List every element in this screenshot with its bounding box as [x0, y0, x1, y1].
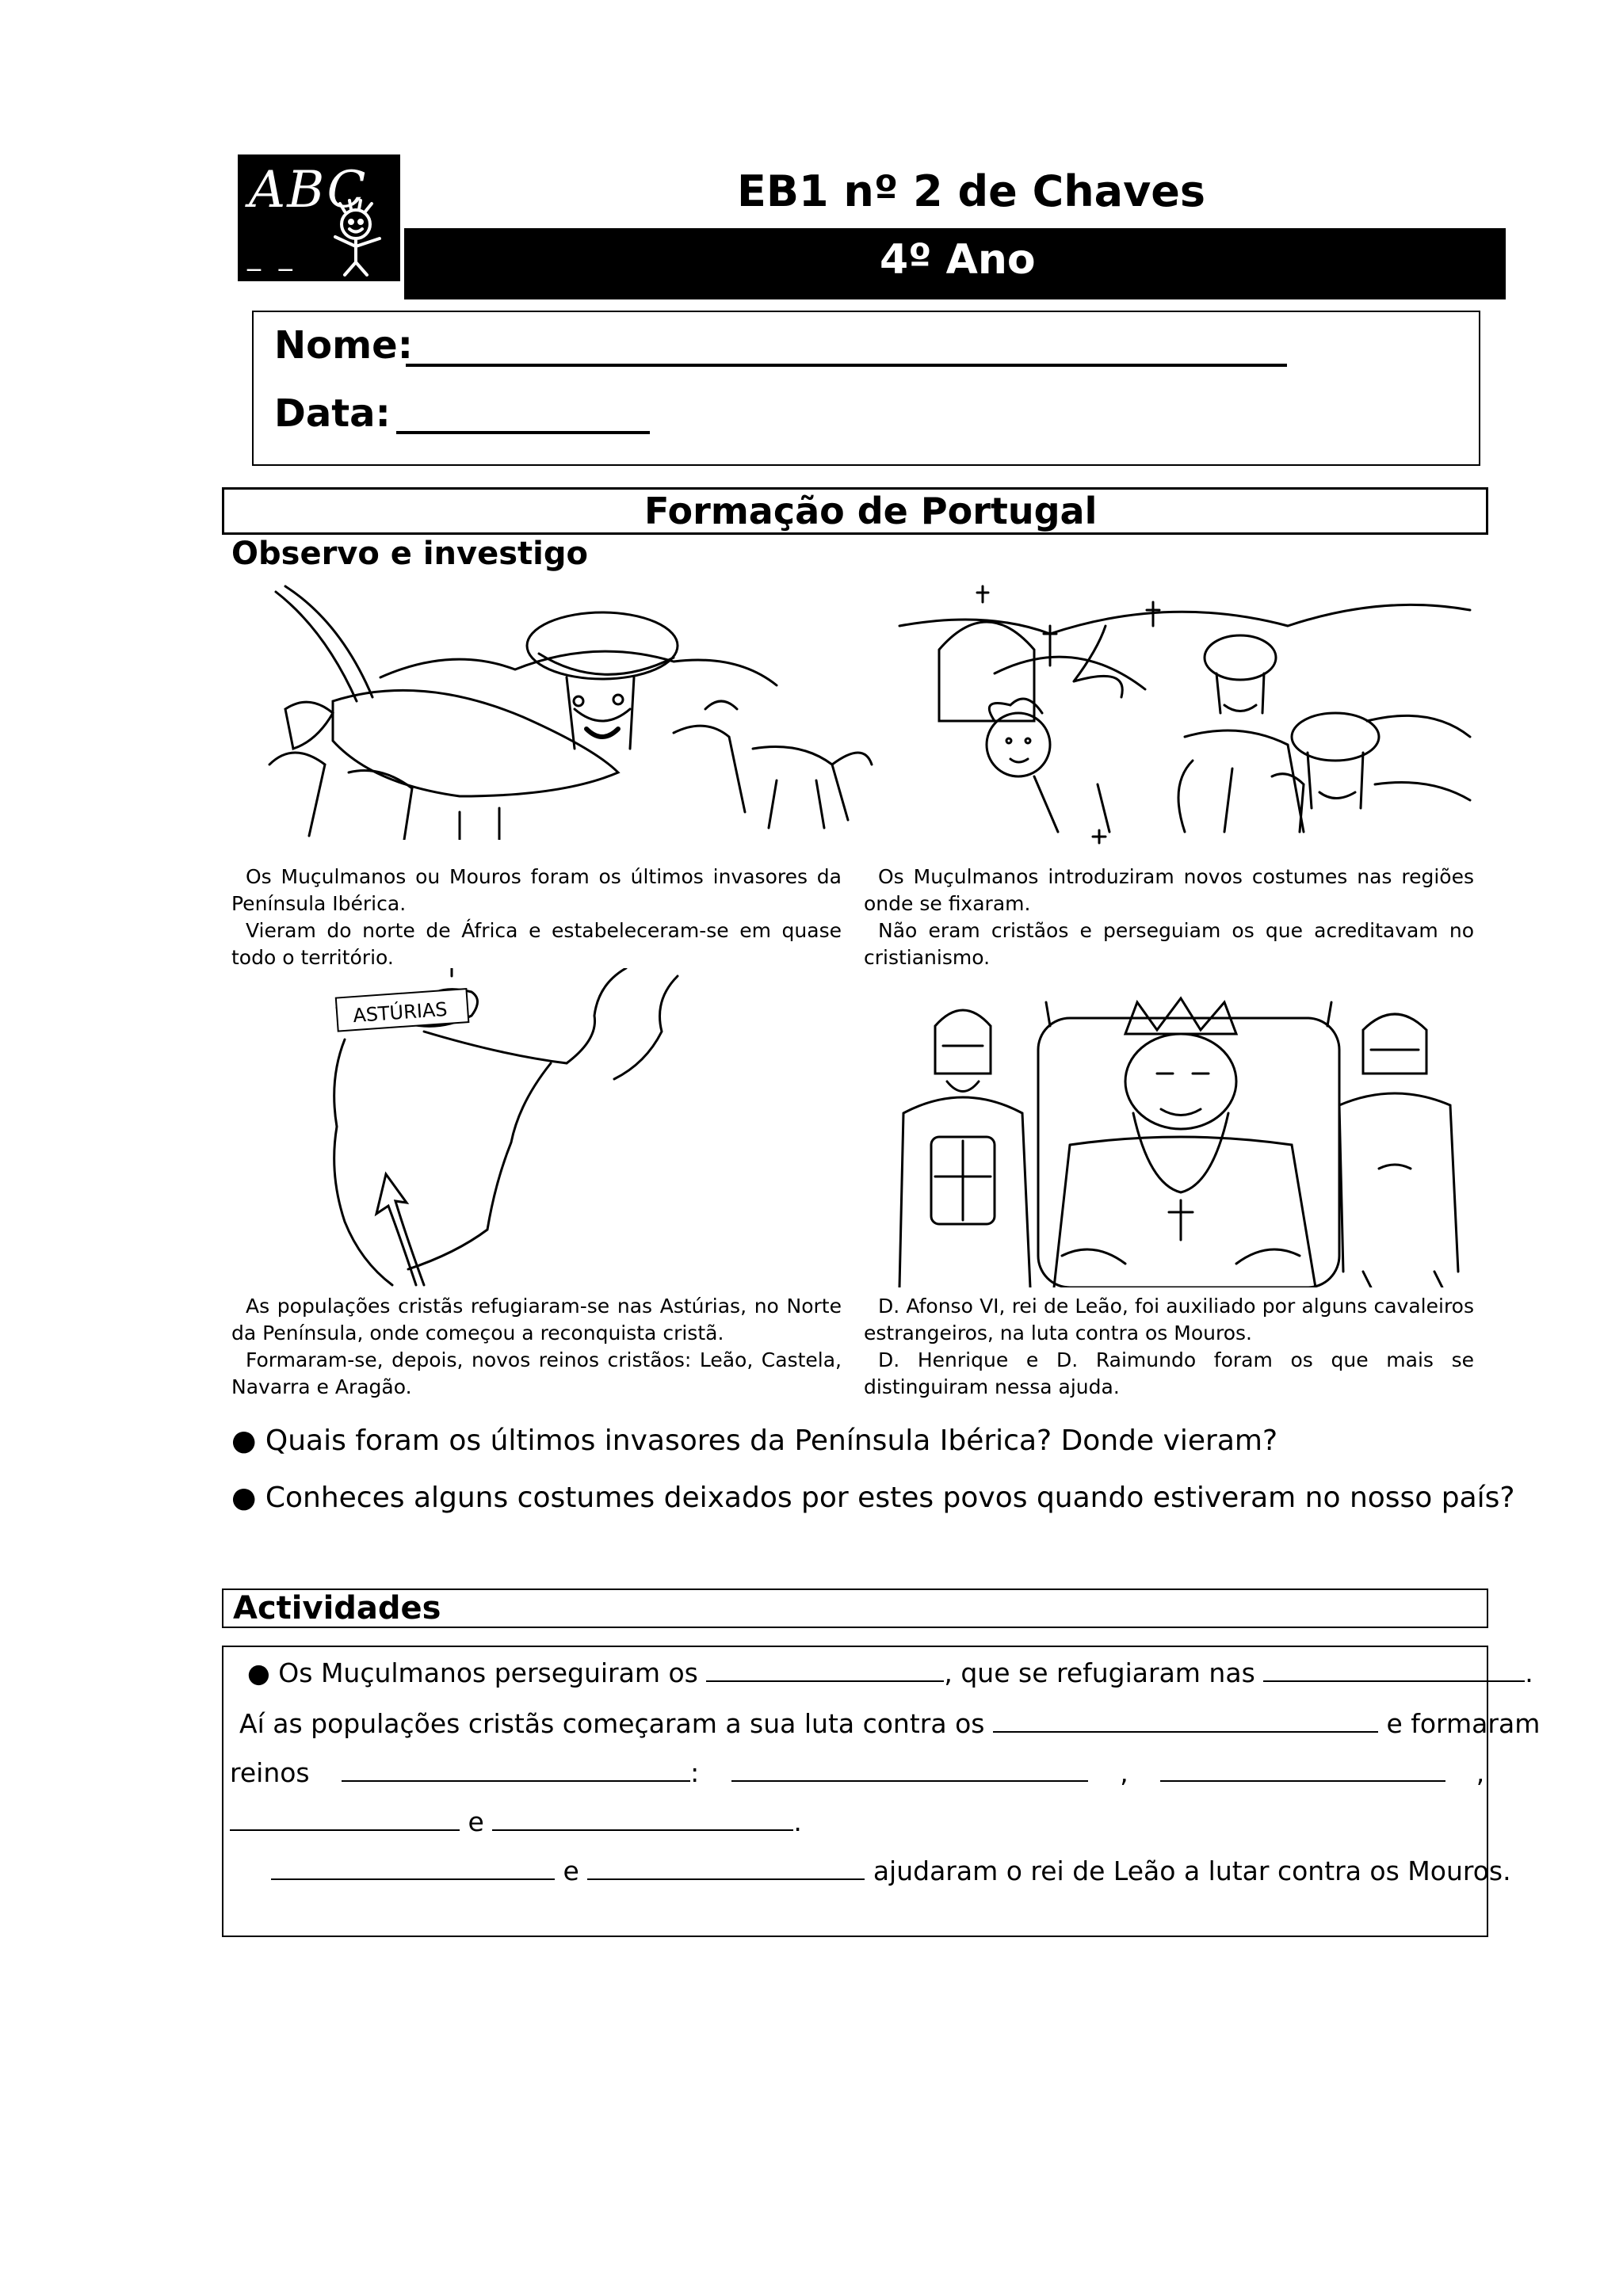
school-logo — [238, 154, 400, 281]
fill-line-2 — [239, 1707, 1540, 1739]
blank-field[interactable] — [1263, 1657, 1525, 1682]
date-field[interactable] — [396, 431, 650, 434]
fill-line-1 — [247, 1657, 1533, 1688]
blank-field[interactable] — [706, 1657, 944, 1682]
fill-line-5 — [271, 1855, 1511, 1886]
fill-text: . — [793, 1806, 802, 1837]
caption-panel-3 — [231, 1293, 842, 1401]
caption-paragraph: As populações cristãs refugiaram-se nas Astúrias, no Norte da Península, onde começou a reconquista cristã. — [231, 1295, 842, 1344]
name-field[interactable] — [406, 364, 1287, 367]
fill-text: reinos — [230, 1757, 310, 1788]
blank-field[interactable] — [492, 1806, 793, 1831]
caption-paragraph: Os Muçulmanos introduziram novos costumes nas regiões onde se fixaram. — [864, 865, 1474, 915]
fill-text: e — [468, 1806, 484, 1837]
moors-invaders-illustration — [262, 582, 880, 840]
page-title: Formação de Portugal — [644, 490, 1098, 532]
name-label: Nome: — [274, 323, 413, 368]
caption-paragraph: Vieram do norte de África e estabeleceram-se em quase todo o território. — [231, 919, 842, 969]
question-2: ● Conheces alguns costumes deixados por estes povos quando estiveram no nosso país? — [231, 1482, 1515, 1514]
blank-field[interactable] — [1160, 1756, 1445, 1782]
activities-heading-box — [222, 1589, 1488, 1628]
blank-field[interactable] — [587, 1855, 865, 1880]
grade-bar — [404, 228, 1506, 299]
fill-text: : — [690, 1757, 700, 1788]
caption-paragraph: Os Muçulmanos ou Mouros foram os últimos invasores da Península Ibérica. — [231, 865, 842, 915]
caption-panel-1 — [231, 864, 842, 971]
caption-panel-2 — [864, 864, 1474, 971]
blank-field[interactable] — [342, 1756, 690, 1782]
fill-line-3 — [230, 1756, 1484, 1788]
date-label: Data: — [274, 391, 391, 436]
grade-label: 4º Ano — [880, 236, 1036, 284]
logo-dashes: _ _ — [247, 240, 297, 272]
activities-heading: Actividades — [233, 1590, 441, 1627]
fill-text: Aí as populações cristãs começaram a sua luta contra os — [239, 1708, 985, 1739]
blank-field[interactable] — [993, 1707, 1378, 1733]
caption-paragraph: D. Afonso VI, rei de Leão, foi auxiliado por alguns cavaleiros estrangeiros, na luta contra os Mouros. — [864, 1295, 1474, 1344]
school-name: EB1 nº 2 de Chaves — [737, 166, 1206, 216]
fill-text: e formaram — [1386, 1708, 1541, 1739]
fill-text: . — [1525, 1657, 1533, 1688]
persecution-illustration — [892, 578, 1478, 848]
question-1: ● Quais foram os últimos invasores da Península Ibérica? Donde vieram? — [231, 1425, 1278, 1457]
caption-paragraph: D. Henrique e D. Raimundo foram os que mais se distinguiram nessa ajuda. — [864, 1348, 1474, 1398]
logo-text: ABC — [249, 161, 368, 219]
king-and-knights-illustration — [888, 971, 1474, 1287]
child-drawing-icon — [316, 197, 395, 277]
fill-text: , — [1476, 1757, 1485, 1788]
caption-paragraph: Formaram-se, depois, novos reinos cristãos: Leão, Castela, Navarra e Aragão. — [231, 1348, 842, 1398]
caption-paragraph: Não eram cristãos e perseguiam os que acreditavam no cristianismo. — [864, 919, 1474, 969]
fill-line-4 — [230, 1806, 802, 1837]
caption-panel-4 — [864, 1293, 1474, 1401]
student-info-box — [252, 311, 1480, 466]
iberian-peninsula-map — [313, 968, 693, 1289]
fill-text: e — [563, 1855, 579, 1886]
fill-text: ● Os Muçulmanos perseguiram os — [247, 1657, 698, 1688]
fill-text: ajudaram o rei de Leão a lutar contra os Mouros. — [873, 1855, 1511, 1886]
asturias-map-label: ASTÚRIAS — [352, 997, 449, 1028]
blank-field[interactable] — [731, 1756, 1088, 1782]
observe-heading: Observo e investigo — [231, 536, 588, 572]
blank-field[interactable] — [230, 1806, 460, 1831]
page-title-box — [222, 487, 1488, 535]
fill-text: , que se refugiaram nas — [944, 1657, 1255, 1688]
blank-field[interactable] — [271, 1855, 555, 1880]
fill-text: , — [1120, 1757, 1128, 1788]
activities-box — [222, 1646, 1541, 1937]
